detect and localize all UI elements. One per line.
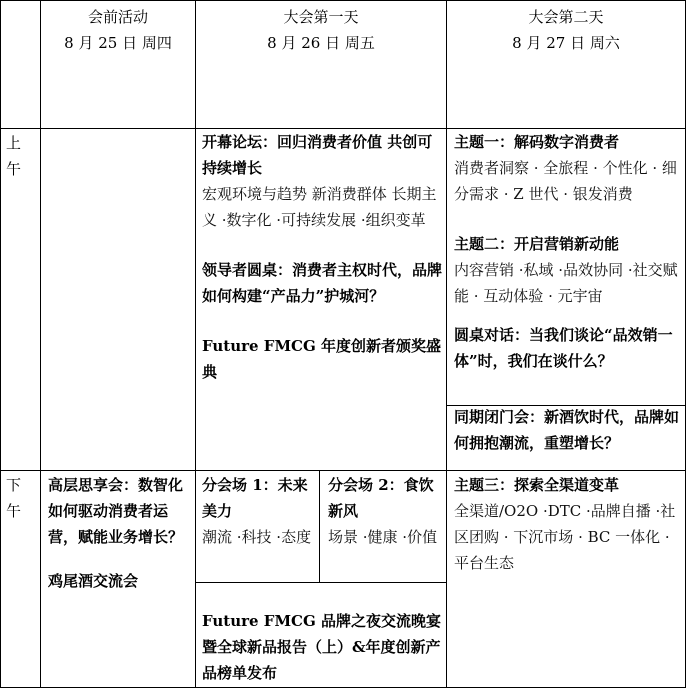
closed-door-cell (454, 404, 682, 456)
header-day1 (196, 4, 446, 56)
header-day1-date: 8 月 26 日 周五 (267, 34, 375, 52)
row-label-am: 上午 (6, 134, 22, 178)
pm-pre-cell (48, 472, 190, 594)
header-pre-date: 8 月 25 日 周四 (64, 34, 172, 52)
row-label-pm: 下午 (6, 476, 22, 520)
subvenue2-title: 分会场 2：食饮新风 (328, 476, 434, 520)
closed-door-title: 同期闭门会：新酒饮时代，品牌如何拥抱潮流，重塑增长？ (454, 408, 680, 452)
theme2-title: 主题二：开启营销新动能 (454, 235, 620, 253)
opening-forum-title: 开幕论坛：回归消费者价值 共创可持续增长 (202, 133, 433, 177)
opening-forum-topics: 宏观环境与趋势 新消费群体 长期主义 ·数字化 ·可持续发展 ·组织变革 (202, 185, 437, 229)
gala-cell (202, 608, 442, 686)
pre-column-divider (195, 0, 196, 688)
am-pm-divider (0, 470, 686, 471)
gala-dinner-title: Future FMCG 品牌之夜交流晚宴暨全球新品报告（上）&年度创新产品榜单发布 (202, 612, 442, 682)
subvenue1-cell (202, 472, 316, 550)
gala-divider (195, 582, 446, 583)
day2-roundtable-title: 圆桌对话：当我们谈论“品效销一体”时，我们在谈什么？ (454, 326, 673, 370)
theme1-title: 主题一：解码数字消费者 (454, 133, 620, 151)
table-border-top (0, 0, 686, 1)
subvenue2-cell (328, 472, 442, 550)
header-day2 (447, 4, 685, 56)
header-pre-title: 会前活动 (87, 8, 148, 26)
theme3-title: 主题三：探索全渠道变革 (454, 476, 620, 494)
header-day2-date: 8 月 27 日 周六 (512, 34, 620, 52)
am-day1-cell (202, 129, 442, 385)
executive-salon-title: 高层思享会：数智化如何驱动消费者运营，赋能业务增长？ (48, 476, 184, 546)
awards-ceremony: Future FMCG 年度创新者颁奖盛典 (202, 337, 442, 381)
day1-column-divider (446, 0, 447, 688)
am-day2-cell (454, 129, 682, 374)
subvenue2-topics: 场景 ·健康 ·价值 (328, 528, 438, 546)
subvenue-divider (319, 470, 320, 582)
subvenue1-topics: 潮流 ·科技 ·态度 (202, 528, 312, 546)
theme2-topics: 内容营销 ·私域 ·品效协同 ·社交赋能 · 互动体验 · 元宇宙 (454, 261, 678, 305)
pm-day2-cell (454, 472, 682, 576)
header-day1-title: 大会第一天 (283, 8, 359, 26)
cocktail-reception: 鸡尾酒交流会 (48, 572, 139, 590)
header-pre (41, 4, 195, 56)
leaders-roundtable-title: 领导者圆桌：消费者主权时代，品牌如何构建“产品力”护城河？ (202, 261, 443, 305)
table-border-left (0, 0, 1, 688)
label-column-divider (40, 0, 41, 688)
subvenue1-title: 分会场 1：未来美力 (202, 476, 308, 520)
header-day2-title: 大会第二天 (528, 8, 604, 26)
theme3-topics: 全渠道/O2O ·DTC ·品牌自播 ·社区团购 · 下沉市场 · BC 一体化 · 平台生态 (454, 502, 676, 572)
theme1-topics: 消费者洞察 · 全旅程 · 个性化 · 细分需求 · Z 世代 · 银发消费 (454, 159, 677, 203)
